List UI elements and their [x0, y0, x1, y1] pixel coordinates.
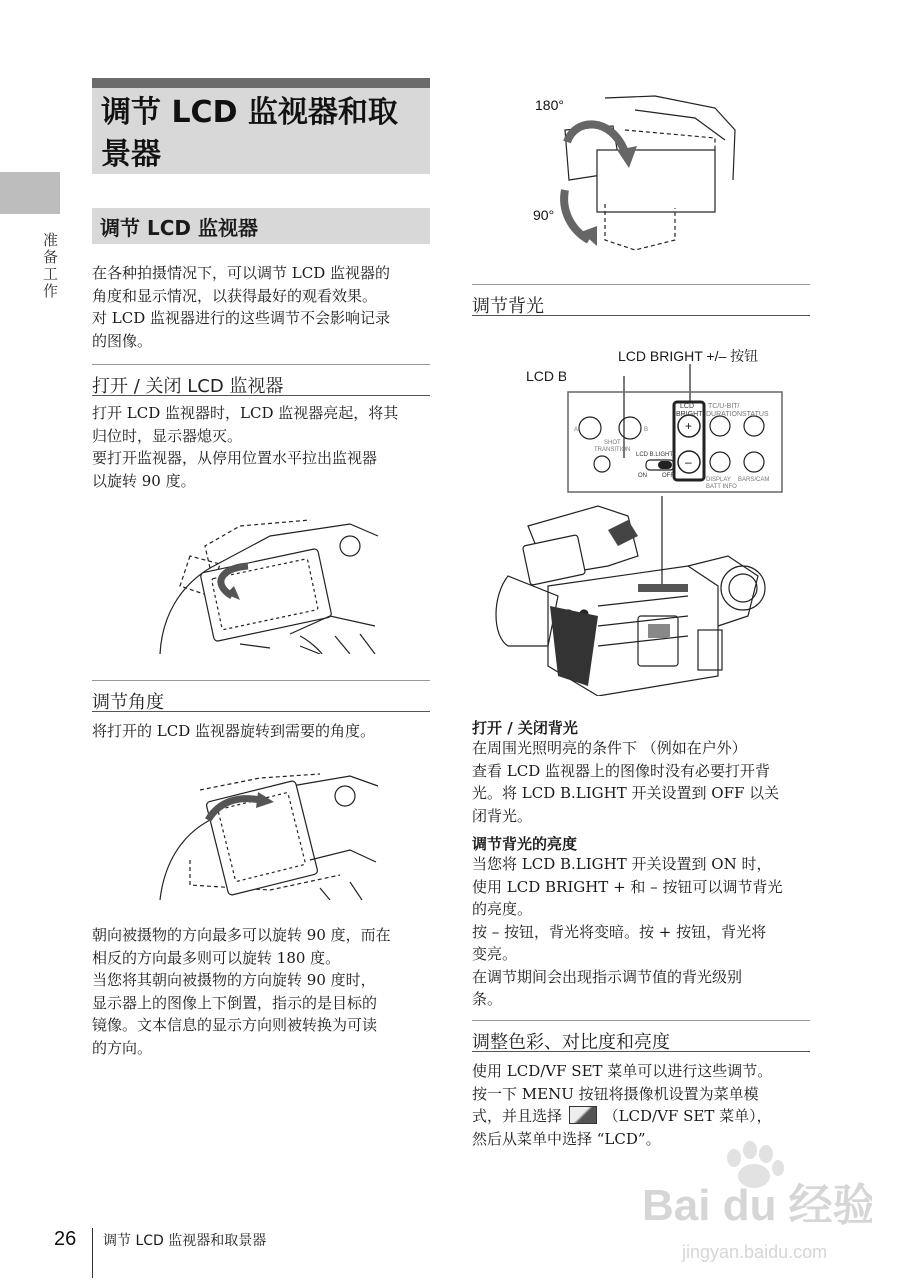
lcd-bright-callout: LCD BRIGHT +/– 按钮 — [618, 348, 759, 364]
color-line: 使用 LCD/VF SET 菜单可以进行这些调节。 — [472, 1062, 773, 1080]
onoff-heading — [92, 372, 430, 396]
color-line-part: 式，并且选择 — [472, 1107, 563, 1125]
page-number: 26 — [54, 1228, 77, 1250]
angle-line: 朝向被摄物的方向最多可以旋转 90 度，而在 — [92, 926, 391, 944]
watermark-url: jingyan.baidu.com — [682, 1242, 828, 1262]
onoff-heading-text: 打开 / 关闭 LCD 监视器 — [92, 376, 284, 397]
brightness-line: 条。 — [472, 990, 503, 1008]
panel-transition-label: TRANSITION — [594, 447, 631, 453]
color-heading-text: 调整色彩、对比度和亮度 — [472, 1032, 670, 1053]
panel-blight-label: LCD B.LIGHT — [636, 452, 674, 458]
watermark-brand: Bai du 经验 — [642, 1181, 872, 1230]
panel-b-label: B — [644, 427, 649, 433]
intro-line: 对 LCD 监视器进行的这些调节不会影响记录 — [92, 309, 391, 327]
backlight-line: 闭背光。 — [472, 806, 533, 825]
panel-tc-label: TC/U-BIT/ — [708, 403, 740, 410]
angle-line: 相反的方向最多则可以旋转 180 度。 — [92, 948, 341, 967]
panel-shot-label: SHOT — [604, 440, 621, 446]
brightness-line: 按 – 按钮，背光将变暗。按 + 按钮，背光将 — [472, 922, 767, 941]
color-line-part: （LCD/VF SET 菜单）， — [603, 1107, 772, 1125]
color-heading — [472, 1028, 810, 1052]
brightness-line: 变亮。 — [472, 945, 518, 963]
color-paragraph — [472, 1060, 817, 1150]
panel-a-label: A — [574, 427, 579, 433]
rotation-range-figure — [525, 90, 745, 260]
backlight-brightness-paragraph — [472, 853, 817, 1011]
angle-heading-text: 调节角度 — [92, 692, 164, 713]
angle-heading — [92, 688, 430, 712]
angle-180-label: 180° — [535, 97, 564, 113]
panel-duration-label: DURATION — [706, 411, 743, 418]
panel-status-label: STATUS — [742, 411, 769, 418]
panel-lcd-label: LCD — [680, 403, 695, 410]
angle-line: 将打开的 LCD 监视器旋转到需要的角度。 — [92, 722, 376, 740]
backlight-line: 查看 LCD 监视器上的图像时没有必要打开背 — [472, 761, 771, 780]
brightness-line: 在调节期间会出现指示调节值的背光级别 — [472, 967, 743, 986]
camcorder-figure — [488, 496, 778, 696]
onoff-line: 归位时，显示器熄灭。 — [92, 426, 243, 445]
onoff-line: 要打开监视器，从停用位置水平拉出监视器 — [92, 449, 378, 467]
chapter-tab — [0, 172, 60, 214]
page-title: 调节 LCD 监视器和取景器 — [101, 95, 398, 172]
lcd-blight-callout: LCD B.LIGHT 开关 — [526, 368, 644, 384]
brightness-line: 使用 LCD BRIGHT + 和 – 按钮可以调节背光 — [472, 877, 783, 896]
angle-line: 镜像。文本信息的显示方向则被转换为可读 — [92, 1016, 378, 1034]
section-heading: 调节 LCD 监视器 — [100, 216, 258, 240]
color-line: 然后从菜单中选择 “LCD”。 — [472, 1129, 661, 1148]
panel-bars-label: BARS/CAM — [738, 477, 770, 483]
backlight-line: 光。将 LCD B.LIGHT 开关设置到 OFF 以关 — [472, 784, 780, 802]
footer-divider — [92, 1228, 93, 1278]
open-monitor-figure — [150, 516, 380, 654]
backlight-heading — [472, 292, 810, 316]
onoff-paragraph — [92, 402, 432, 492]
chapter-label: 准备工作 — [41, 232, 59, 300]
intro-line: 在各种拍摄情况下，可以调节 LCD 监视器的 — [92, 264, 391, 282]
paw-logo-icon — [642, 1140, 872, 1270]
backlight-line: 在周围光照明亮的条件下 （例如在户外） — [472, 739, 747, 757]
lcd-vf-set-menu-icon — [569, 1106, 597, 1124]
rotate-monitor-figure — [150, 770, 380, 900]
angle-90-label: 90° — [533, 207, 555, 223]
intro-line: 角度和显示情况，以获得最好的观看效果。 — [92, 286, 378, 305]
panel-display-label: DISPLAY — [706, 477, 731, 483]
backlight-heading-text: 调节背光 — [472, 296, 544, 317]
intro-paragraph — [92, 262, 432, 352]
minus-glyph: – — [685, 455, 692, 469]
backlight-onoff-paragraph — [472, 737, 817, 827]
color-line: 按一下 MENU 按钮将摄像机设置为菜单模 — [472, 1084, 759, 1103]
backlight-onoff-subheading: 打开 / 关闭背光 — [472, 719, 578, 737]
onoff-line: 打开 LCD 监视器时，LCD 监视器亮起，将其 — [92, 404, 399, 422]
panel-off-label: OFF — [662, 473, 674, 479]
panel-batt-label: BATT INFO — [706, 484, 737, 490]
angle-line: 当您将其朝向被摄物的方向旋转 90 度时， — [92, 971, 376, 989]
running-title: 调节 LCD 监视器和取景器 — [103, 1233, 267, 1249]
angle-line: 的方向。 — [92, 1038, 153, 1057]
plus-glyph: + — [685, 419, 693, 433]
angle-line: 显示器上的图像上下倒置，指示的是目标的 — [92, 993, 378, 1012]
intro-line: 的图像。 — [92, 331, 153, 350]
backlight-brightness-subheading: 调节背光的亮度 — [472, 835, 578, 853]
brightness-line: 当您将 LCD B.LIGHT 开关设置到 ON 时， — [472, 855, 772, 873]
panel-on-label: ON — [638, 473, 647, 479]
angle-paragraph — [92, 924, 437, 1059]
onoff-line: 以旋转 90 度。 — [92, 471, 196, 490]
control-panel-figure — [566, 362, 786, 496]
baidu-watermark — [642, 1140, 872, 1270]
color-line-with-icon — [472, 1105, 817, 1128]
panel-bright-label: BRIGHT — [676, 411, 703, 418]
brightness-line: 的亮度。 — [472, 900, 533, 918]
